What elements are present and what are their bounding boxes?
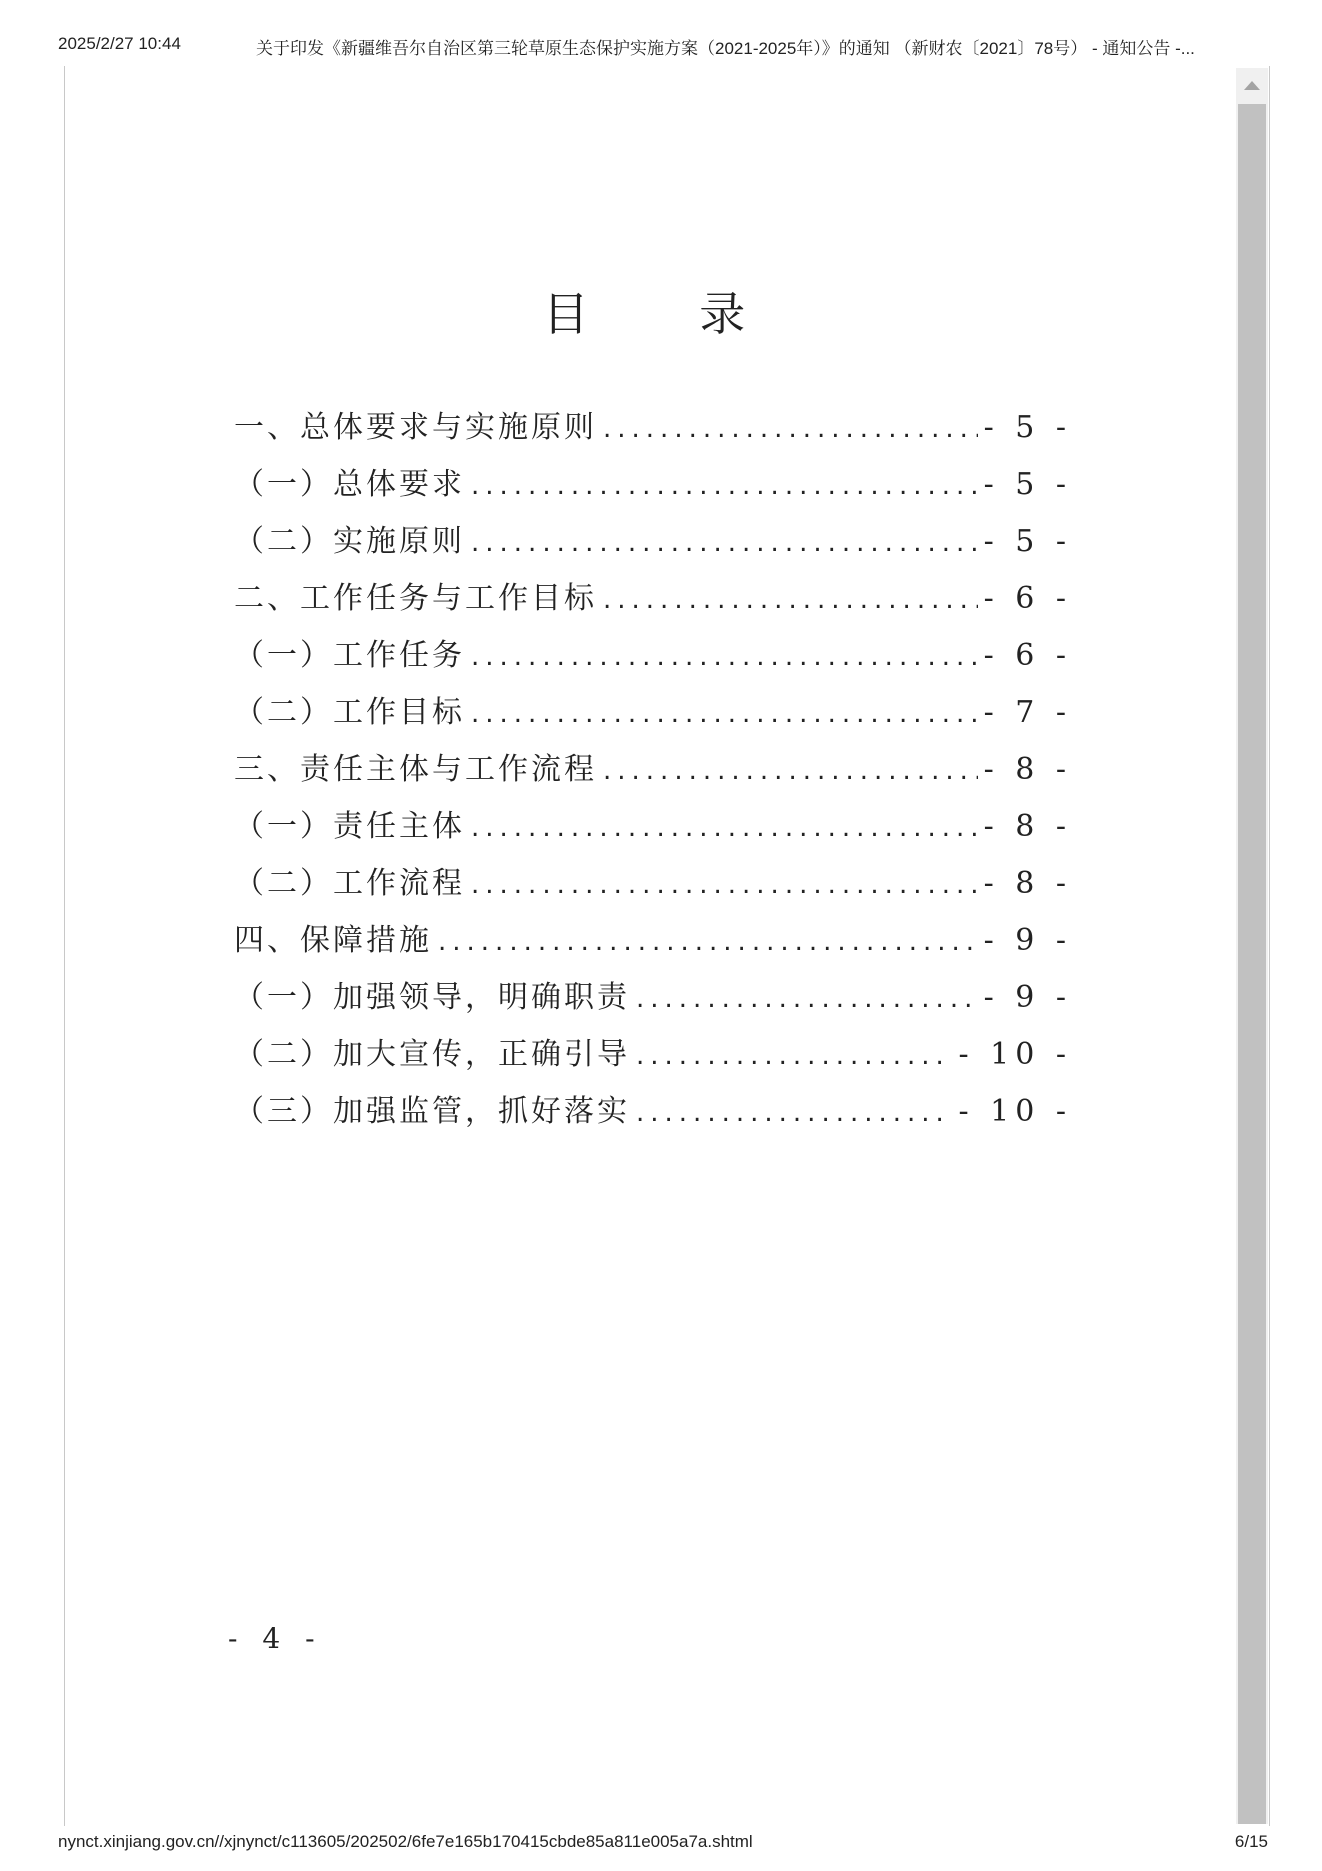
- toc-entry-label: （二）加大宣传，正确引导: [234, 1037, 630, 1072]
- print-page-count: 6/15: [1234, 1832, 1268, 1851]
- toc-entry-page: - 10 -: [958, 1037, 1072, 1072]
- toc-entry-page: - 9 -: [983, 980, 1072, 1015]
- table-of-contents: [234, 402, 1072, 1143]
- toc-entry-page: - 7 -: [983, 695, 1072, 730]
- toc-entry: [234, 687, 1072, 744]
- toc-entry-label: 一、总体要求与实施原则: [234, 410, 597, 445]
- scroll-up-button[interactable]: [1236, 68, 1268, 102]
- toc-entry: [234, 630, 1072, 687]
- vertical-scrollbar[interactable]: [1236, 68, 1268, 1824]
- toc-entry: [234, 459, 1072, 516]
- toc-entry-page: - 5 -: [983, 410, 1072, 445]
- toc-entry-page: - 6 -: [983, 581, 1072, 616]
- toc-leader-dots: [471, 471, 978, 501]
- toc-entry-label: （一）责任主体: [234, 809, 465, 844]
- toc-entry-label: （一）总体要求: [234, 467, 465, 502]
- toc-entry: [234, 1029, 1072, 1086]
- toc-leader-dots: [636, 1098, 952, 1128]
- print-url: nynct.xinjiang.gov.cn//xjnynct/c113605/202502/6fe7e165b170415cbde85a811e005a7a.shtml: [58, 1832, 753, 1851]
- toc-entry-label: （一）工作任务: [234, 638, 465, 673]
- toc-leader-dots: [603, 756, 978, 786]
- toc-entry-label: （二）实施原则: [234, 524, 465, 559]
- scrollbar-thumb[interactable]: [1238, 104, 1266, 1824]
- toc-entry: [234, 1086, 1072, 1143]
- toc-entry-page: - 8 -: [983, 866, 1072, 901]
- toc-leader-dots: [471, 813, 978, 843]
- toc-entry-page: - 10 -: [958, 1094, 1072, 1129]
- toc-entry-page: - 8 -: [983, 752, 1072, 787]
- toc-entry-page: - 8 -: [983, 809, 1072, 844]
- toc-entry-label: （二）工作流程: [234, 866, 465, 901]
- toc-entry: [234, 972, 1072, 1029]
- toc-entry-label: 二、工作任务与工作目标: [234, 581, 597, 616]
- toc-entry: [234, 858, 1072, 915]
- toc-leader-dots: [438, 927, 978, 957]
- toc-entry-page: - 9 -: [983, 923, 1072, 958]
- toc-entry: [234, 516, 1072, 573]
- toc-entry-label: （三）加强监管，抓好落实: [234, 1094, 630, 1129]
- toc-entry-label: 四、保障措施: [234, 923, 432, 958]
- print-timestamp: 2025/2/27 10:44: [58, 34, 181, 53]
- toc-entry: [234, 801, 1072, 858]
- toc-leader-dots: [471, 642, 978, 672]
- document-page-number: - 4 -: [228, 1622, 323, 1655]
- scroll-up-arrow-icon: [1244, 81, 1260, 90]
- toc-leader-dots: [636, 984, 978, 1014]
- toc-entry-page: - 5 -: [983, 467, 1072, 502]
- print-header: [58, 34, 1268, 56]
- toc-entry-label: （一）加强领导，明确职责: [234, 980, 630, 1015]
- toc-leader-dots: [471, 699, 978, 729]
- toc-leader-dots: [471, 870, 978, 900]
- toc-entry-label: （二）工作目标: [234, 695, 465, 730]
- toc-leader-dots: [603, 585, 978, 615]
- toc-leader-dots: [636, 1041, 952, 1071]
- toc-entry: [234, 402, 1072, 459]
- print-footer: [58, 1832, 1268, 1854]
- toc-entry: [234, 915, 1072, 972]
- toc-entry-page: - 6 -: [983, 638, 1072, 673]
- toc-leader-dots: [471, 528, 978, 558]
- toc-entry: [234, 744, 1072, 801]
- toc-entry: [234, 573, 1072, 630]
- toc-heading: 目 录: [542, 287, 794, 341]
- toc-leader-dots: [603, 414, 978, 444]
- toc-entry-page: - 5 -: [983, 524, 1072, 559]
- toc-entry-label: 三、责任主体与工作流程: [234, 752, 597, 787]
- print-page-title: 关于印发《新疆维吾尔自治区第三轮草原生态保护实施方案（2021-2025年）》的通知 （新财农〔2021〕78号） - 通知公告 -...: [256, 39, 1195, 58]
